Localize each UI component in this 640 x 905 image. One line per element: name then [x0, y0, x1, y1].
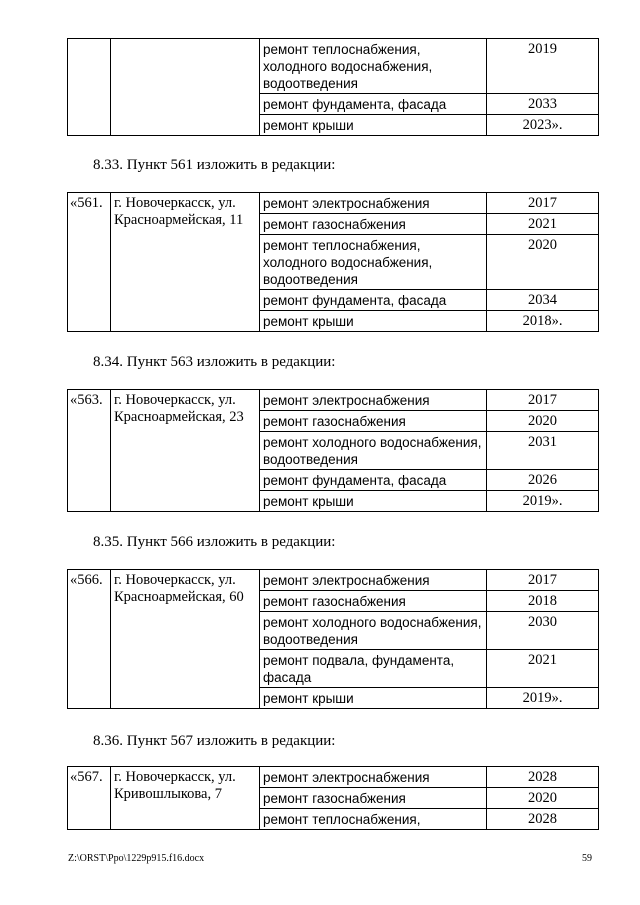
- work-type-cell: ремонт подвала, фундамента, фасада: [260, 650, 487, 688]
- year-cell: 2017: [487, 193, 599, 214]
- work-type-cell: ремонт теплоснабжения, холодного водоснабжения, водоотведения: [260, 235, 487, 290]
- year-cell: 2020: [487, 788, 599, 809]
- table-row: [68, 193, 599, 214]
- work-type-cell: ремонт теплоснабжения, холодного водоснабжения, водоотведения: [260, 39, 487, 94]
- year-cell: 2017: [487, 570, 599, 591]
- year-cell: 2023».: [487, 115, 599, 136]
- year-cell: 2019: [487, 39, 599, 94]
- item-567-table: [67, 766, 599, 830]
- year-cell: 2017: [487, 390, 599, 411]
- year-cell: 2020: [487, 411, 599, 432]
- address-cell: г. Новочеркасск, ул. Кривошлыкова, 7: [111, 767, 260, 830]
- item-563-table: [67, 389, 599, 512]
- item-number-cell: «567.: [68, 767, 111, 830]
- work-type-cell: ремонт холодного водоснабжения, водоотведения: [260, 432, 487, 470]
- paragraph-8-35: 8.35. Пункт 566 изложить в редакции:: [93, 534, 336, 550]
- item-561-table: [67, 192, 599, 332]
- address-cell: г. Новочеркасск, ул. Красноармейская, 60: [111, 570, 260, 709]
- table-row: [68, 767, 599, 788]
- item-number-cell: «563.: [68, 390, 111, 512]
- year-cell: 2018».: [487, 311, 599, 332]
- work-type-cell: ремонт газоснабжения: [260, 411, 487, 432]
- address-cell: г. Новочеркасск, ул. Красноармейская, 11: [111, 193, 260, 332]
- paragraph-8-33: 8.33. Пункт 561 изложить в редакции:: [93, 157, 336, 173]
- year-cell: 2034: [487, 290, 599, 311]
- table-row: [68, 390, 599, 411]
- table-row: [68, 570, 599, 591]
- work-type-cell: ремонт крыши: [260, 115, 487, 136]
- work-type-cell: ремонт крыши: [260, 311, 487, 332]
- address-cell: [111, 39, 260, 136]
- work-type-cell: ремонт электроснабжения: [260, 390, 487, 411]
- year-cell: 2033: [487, 94, 599, 115]
- item-number-cell: «566.: [68, 570, 111, 709]
- item-number-cell: [68, 39, 111, 136]
- footer-page-number: 59: [582, 853, 592, 864]
- address-cell: г. Новочеркасск, ул. Красноармейская, 23: [111, 390, 260, 512]
- work-type-cell: ремонт электроснабжения: [260, 767, 487, 788]
- year-cell: 2018: [487, 591, 599, 612]
- work-type-cell: ремонт электроснабжения: [260, 570, 487, 591]
- work-type-cell: ремонт газоснабжения: [260, 214, 487, 235]
- item-566-table: [67, 569, 599, 709]
- work-type-cell: ремонт крыши: [260, 491, 487, 512]
- work-type-cell: ремонт крыши: [260, 688, 487, 709]
- table-row: [68, 39, 599, 94]
- work-type-cell: ремонт газоснабжения: [260, 591, 487, 612]
- year-cell: 2028: [487, 767, 599, 788]
- work-type-cell: ремонт фундамента, фасада: [260, 470, 487, 491]
- work-type-cell: ремонт электроснабжения: [260, 193, 487, 214]
- year-cell: 2026: [487, 470, 599, 491]
- work-type-cell: ремонт теплоснабжения,: [260, 809, 487, 830]
- paragraph-8-34: 8.34. Пункт 563 изложить в редакции:: [93, 354, 336, 370]
- item-number-cell: «561.: [68, 193, 111, 332]
- continuation-table: [67, 38, 599, 136]
- year-cell: 2030: [487, 612, 599, 650]
- paragraph-8-36: 8.36. Пункт 567 изложить в редакции:: [93, 733, 336, 749]
- year-cell: 2031: [487, 432, 599, 470]
- work-type-cell: ремонт газоснабжения: [260, 788, 487, 809]
- footer-file-path: Z:\ORST\Ppo\1229p915.f16.docx: [68, 853, 205, 864]
- work-type-cell: ремонт фундамента, фасада: [260, 290, 487, 311]
- year-cell: 2021: [487, 650, 599, 688]
- year-cell: 2028: [487, 809, 599, 830]
- year-cell: 2019».: [487, 491, 599, 512]
- year-cell: 2019».: [487, 688, 599, 709]
- work-type-cell: ремонт холодного водоснабжения, водоотведения: [260, 612, 487, 650]
- work-type-cell: ремонт фундамента, фасада: [260, 94, 487, 115]
- year-cell: 2021: [487, 214, 599, 235]
- year-cell: 2020: [487, 235, 599, 290]
